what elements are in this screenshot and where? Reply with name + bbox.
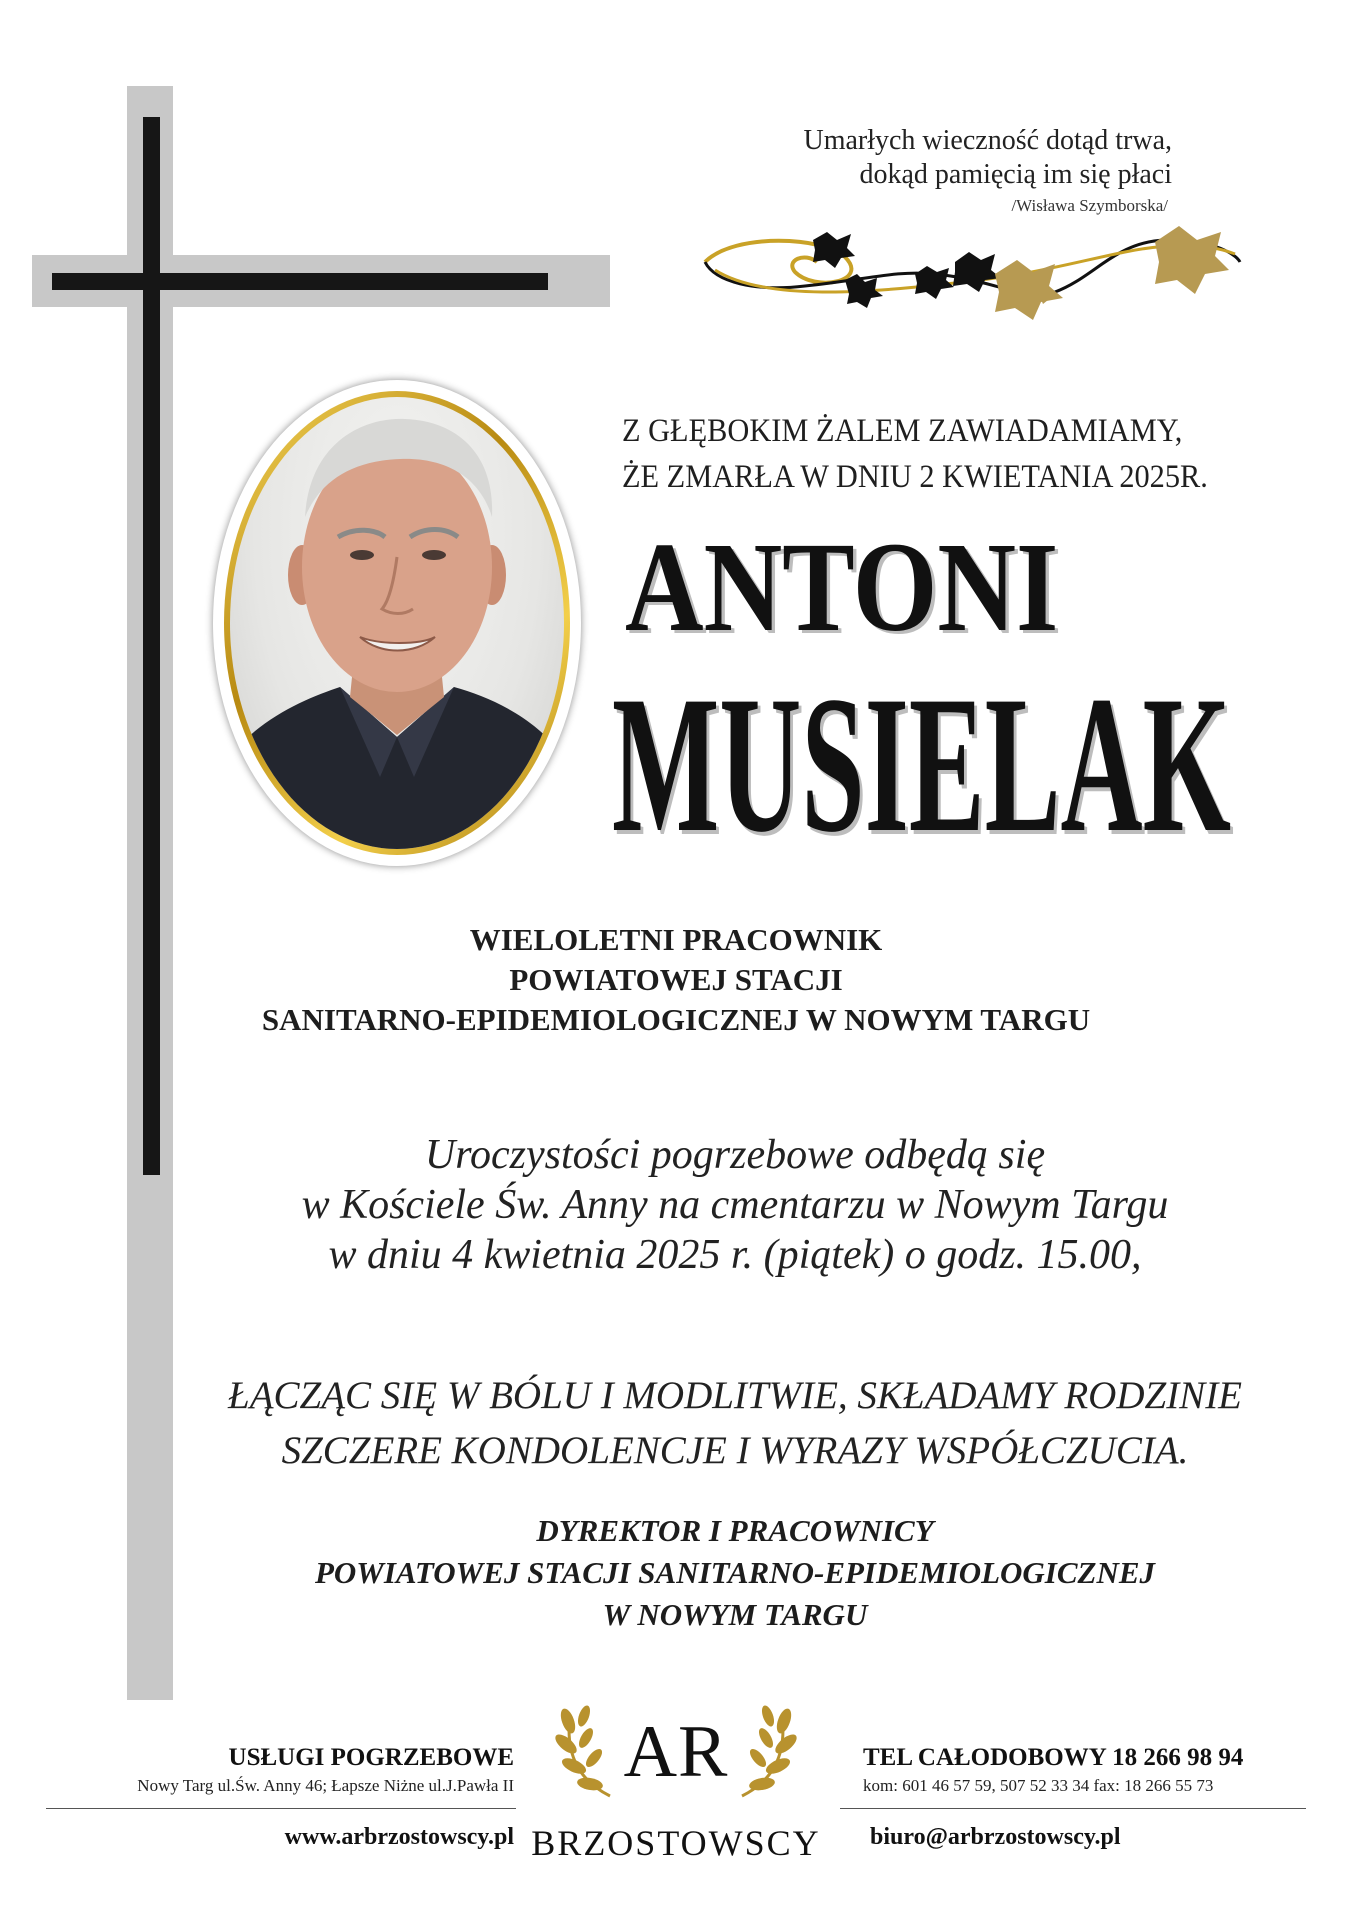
announcement bbox=[622, 408, 1208, 500]
funeral-line-1: Uroczystości pogrzebowe odbędą się bbox=[424, 1132, 1046, 1178]
deceased-first-name: ANTONI bbox=[625, 516, 1059, 658]
announcement-line-1: Z GŁĘBOKIM ŻALEM ZAWIADAMIAMY, bbox=[622, 413, 1183, 449]
logo-company-name: BRZOSTOWSCY bbox=[531, 1823, 821, 1863]
quote bbox=[803, 124, 1172, 192]
vine-ornament-icon bbox=[695, 222, 1245, 352]
funeral-line-2: w Kościele Św. Anny na cmentarzu w Nowym Targu bbox=[301, 1182, 1169, 1228]
condolences-line-1: ŁĄCZĄC SIĘ W BÓLU I MODLITWIE, SKŁADAMY RODZINIE bbox=[228, 1374, 1242, 1417]
signature-block bbox=[200, 1510, 1270, 1636]
website-link[interactable]: www.arbrzostowscy.pl bbox=[284, 1824, 514, 1850]
signed-line-2: POWIATOWEJ STACJI SANITARNO-EPIDEMIOLOGICZNEJ bbox=[314, 1555, 1156, 1590]
phone-24h: TEL CAŁODOBOWY 18 266 98 94 bbox=[863, 1744, 1244, 1771]
email-link[interactable]: biuro@arbrzostowscy.pl bbox=[870, 1824, 1121, 1850]
signed-line-1: DYREKTOR I PRACOWNICY bbox=[536, 1513, 934, 1548]
condolences-line-2: SZCZERE KONDOLENCJE I WYRAZY WSPÓŁCZUCIA. bbox=[281, 1429, 1189, 1472]
quote-line-1: Umarłych wieczność dotąd trwa, bbox=[803, 125, 1172, 156]
logo-initials: AR bbox=[623, 1711, 729, 1793]
announcement-line-2: ŻE ZMARŁA W DNIU 2 KWIETANIA 2025R. bbox=[622, 459, 1208, 495]
portrait-illustration-icon bbox=[230, 397, 564, 849]
cross-horizontal-beam bbox=[52, 273, 548, 290]
funeral-services-address: Nowy Targ ul.Św. Anny 46; Łapsze Niżne ul.J.Pawła II bbox=[137, 1776, 514, 1795]
signed-line-3: W NOWYM TARGU bbox=[602, 1597, 868, 1632]
condolences bbox=[200, 1368, 1270, 1478]
deceased-last-name: MUSIELAK bbox=[612, 656, 1232, 873]
role-line-3: SANITARNO-EPIDEMIOLOGICZNEJ W NOWYM TARGU bbox=[261, 1002, 1091, 1037]
portrait-photo bbox=[230, 397, 564, 849]
funeral-details bbox=[240, 1130, 1230, 1280]
quote-line-2: dokąd pamięcią im się płaci bbox=[859, 159, 1172, 190]
funeral-services-title: USŁUGI POGRZEBOWE bbox=[228, 1744, 514, 1771]
role-description bbox=[0, 920, 1352, 1040]
other-phones: kom: 601 46 57 59, 507 52 33 34 fax: 18 266 55 73 bbox=[863, 1776, 1214, 1795]
role-line-1: WIELOLETNI PRACOWNIK bbox=[469, 922, 883, 957]
footer-divider-left bbox=[46, 1808, 516, 1809]
role-line-2: POWIATOWEJ STACJI bbox=[509, 962, 843, 997]
quote-author: /Wisława Szymborska/ bbox=[1011, 196, 1168, 215]
footer-divider-right bbox=[840, 1808, 1306, 1809]
funeral-line-3: w dniu 4 kwietnia 2025 r. (piątek) o godz. 15.00, bbox=[328, 1232, 1142, 1278]
